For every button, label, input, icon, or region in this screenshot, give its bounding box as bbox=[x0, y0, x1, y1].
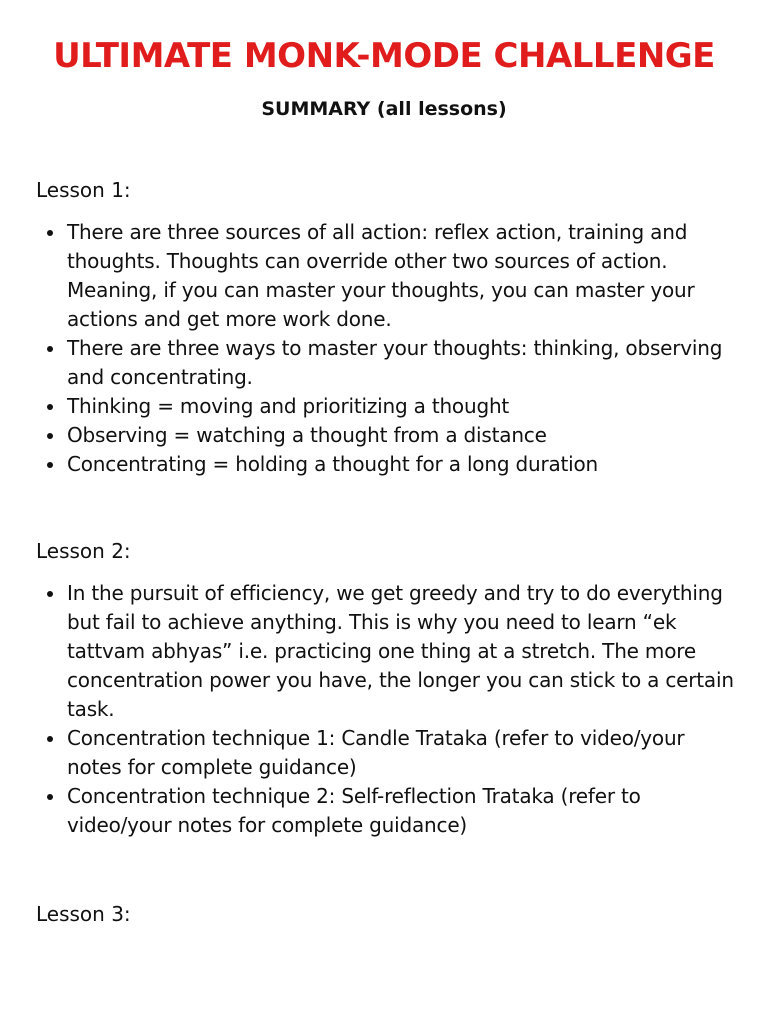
bullet-icon bbox=[47, 346, 53, 352]
bullet-icon bbox=[47, 404, 53, 410]
list-item bbox=[36, 450, 736, 479]
list-item bbox=[36, 392, 736, 421]
bullet-icon bbox=[47, 736, 53, 742]
list-item-text: There are three ways to master your thoughts: thinking, observing and concentrating. bbox=[67, 336, 723, 389]
list-item-text: In the pursuit of efficiency, we get greedy and try to do everything but fail to achieve anything. This is why you need to learn “ek tattvam abhyas” i.e. practicing one thing at a stretch. The more concentration power you have, the longer you can stick to a certain task. bbox=[67, 581, 734, 721]
bullet-icon bbox=[47, 230, 53, 236]
page-subtitle: SUMMARY (all lessons) bbox=[261, 98, 507, 120]
list-item-text: Thinking = moving and prioritizing a thought bbox=[67, 394, 510, 418]
bullet-icon bbox=[47, 462, 53, 468]
page-title: ULTIMATE MONK-MODE CHALLENGE bbox=[53, 36, 715, 76]
list-item-text: There are three sources of all action: reflex action, training and thoughts. Thoughts can override other two sources of action. Meaning, if you can master your thoughts, you can master your actions and get more work done. bbox=[67, 220, 695, 331]
list-item bbox=[36, 724, 736, 782]
list-item bbox=[36, 218, 736, 334]
list-item bbox=[36, 334, 736, 392]
lesson-points-list bbox=[36, 218, 736, 479]
lesson-section-2 bbox=[36, 537, 736, 840]
list-item bbox=[36, 782, 736, 840]
bullet-icon bbox=[47, 433, 53, 439]
lesson-heading: Lesson 3: bbox=[36, 902, 131, 926]
bullet-icon bbox=[47, 794, 53, 800]
bullet-icon bbox=[47, 591, 53, 597]
lesson-points-list bbox=[36, 579, 736, 840]
lesson-section-1 bbox=[36, 176, 736, 479]
list-item-text: Concentration technique 1: Candle Trataka (refer to video/your notes for complete guidance) bbox=[67, 726, 685, 779]
list-item bbox=[36, 579, 736, 724]
list-item-text: Observing = watching a thought from a distance bbox=[67, 423, 547, 447]
lesson-section-3 bbox=[36, 900, 736, 928]
list-item bbox=[36, 421, 736, 450]
lesson-heading: Lesson 1: bbox=[36, 178, 131, 202]
list-item-text: Concentration technique 2: Self-reflection Trataka (refer to video/your notes for complete guidance) bbox=[67, 784, 641, 837]
lesson-heading: Lesson 2: bbox=[36, 539, 131, 563]
list-item-text: Concentrating = holding a thought for a long duration bbox=[67, 452, 599, 476]
